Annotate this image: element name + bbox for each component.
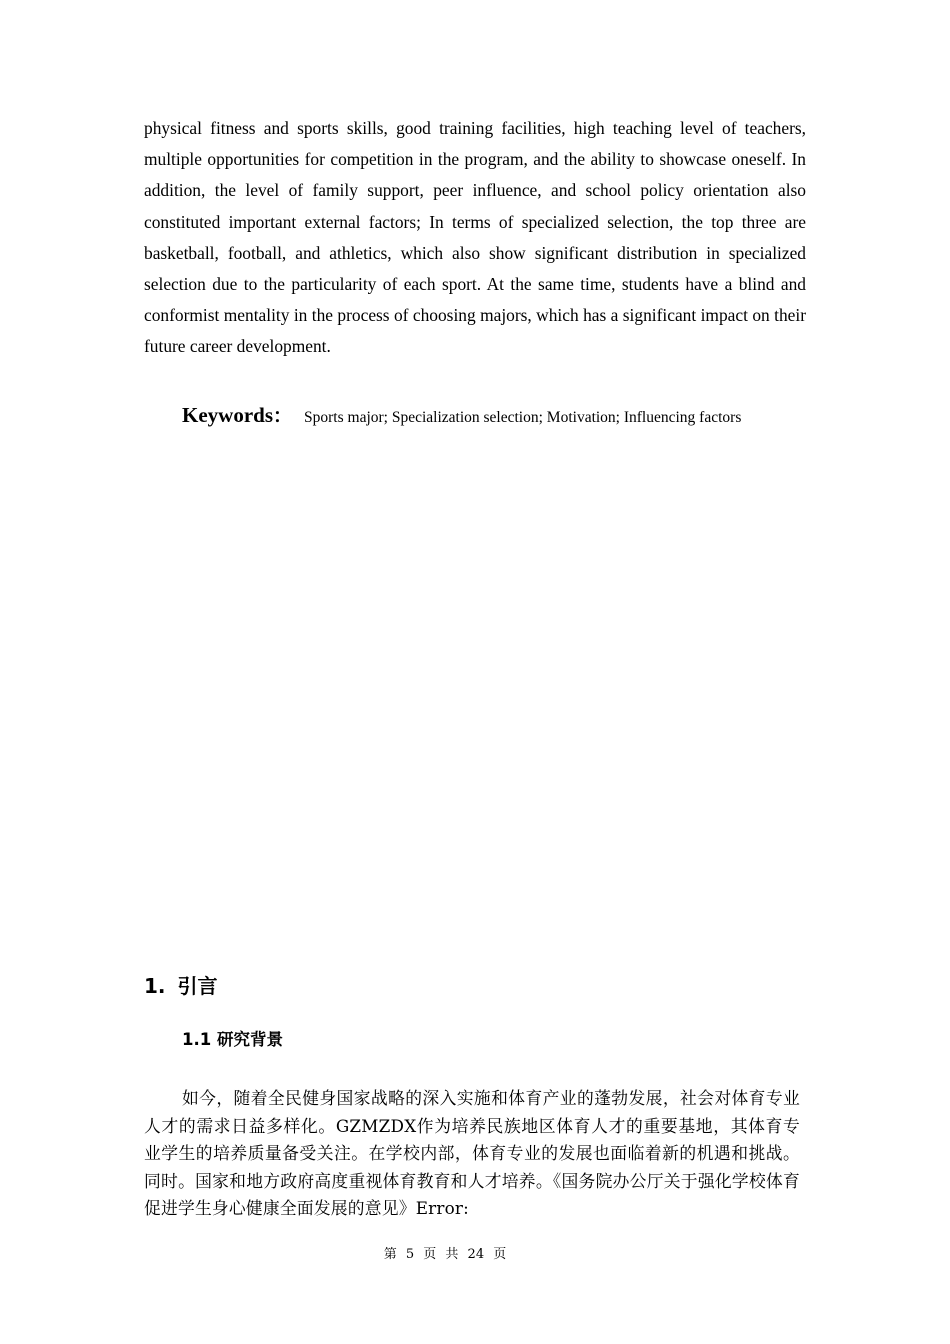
keywords-line	[182, 401, 822, 428]
section-number: 1.	[144, 974, 166, 998]
keywords-text: Sports major; Specialization selection; Motivation; Influencing factors	[304, 409, 742, 426]
abstract-paragraph: physical fitness and sports skills, good training facilities, high teaching level of teachers, multiple opportunities for competition in the program, and the ability to showcase oneself. In addition, the level of family support, peer influence, and school policy orientation also constituted important external factors; In terms of specialized selection, the top three are basketball, football, and athletics, which also show significant distribution in specialized selection due to the particularity of each sport. At the same time, students have a blind and conformist mentality in the process of choosing majors, which has a significant impact on their future career development.	[144, 118, 806, 357]
page-footer: 第 5 页 共 24 页	[383, 1247, 507, 1262]
section-title: 引言	[177, 974, 218, 998]
keywords-label: Keywords	[182, 403, 273, 427]
section-heading	[144, 970, 218, 999]
subsection-heading: 1.1 研究背景	[182, 1030, 283, 1049]
keywords-separator: ：	[273, 406, 293, 427]
intro-paragraph: 如今，随着全民健身国家战略的深入实施和体育产业的蓬勃发展，社会对体育专业人才的需求日益多样化。GZMZDX作为培养民族地区体育人才的重要基地，其体育专业学生的培养质量备受关注。在学校内部，体育专业的发展也面临着新的机遇和挑战。同时。国家和地方政府高度重视体育教育和人才培养。《国务院办公厅关于强化学校体育促进学生身心健康全面发展的意见》Error:	[144, 1088, 800, 1218]
